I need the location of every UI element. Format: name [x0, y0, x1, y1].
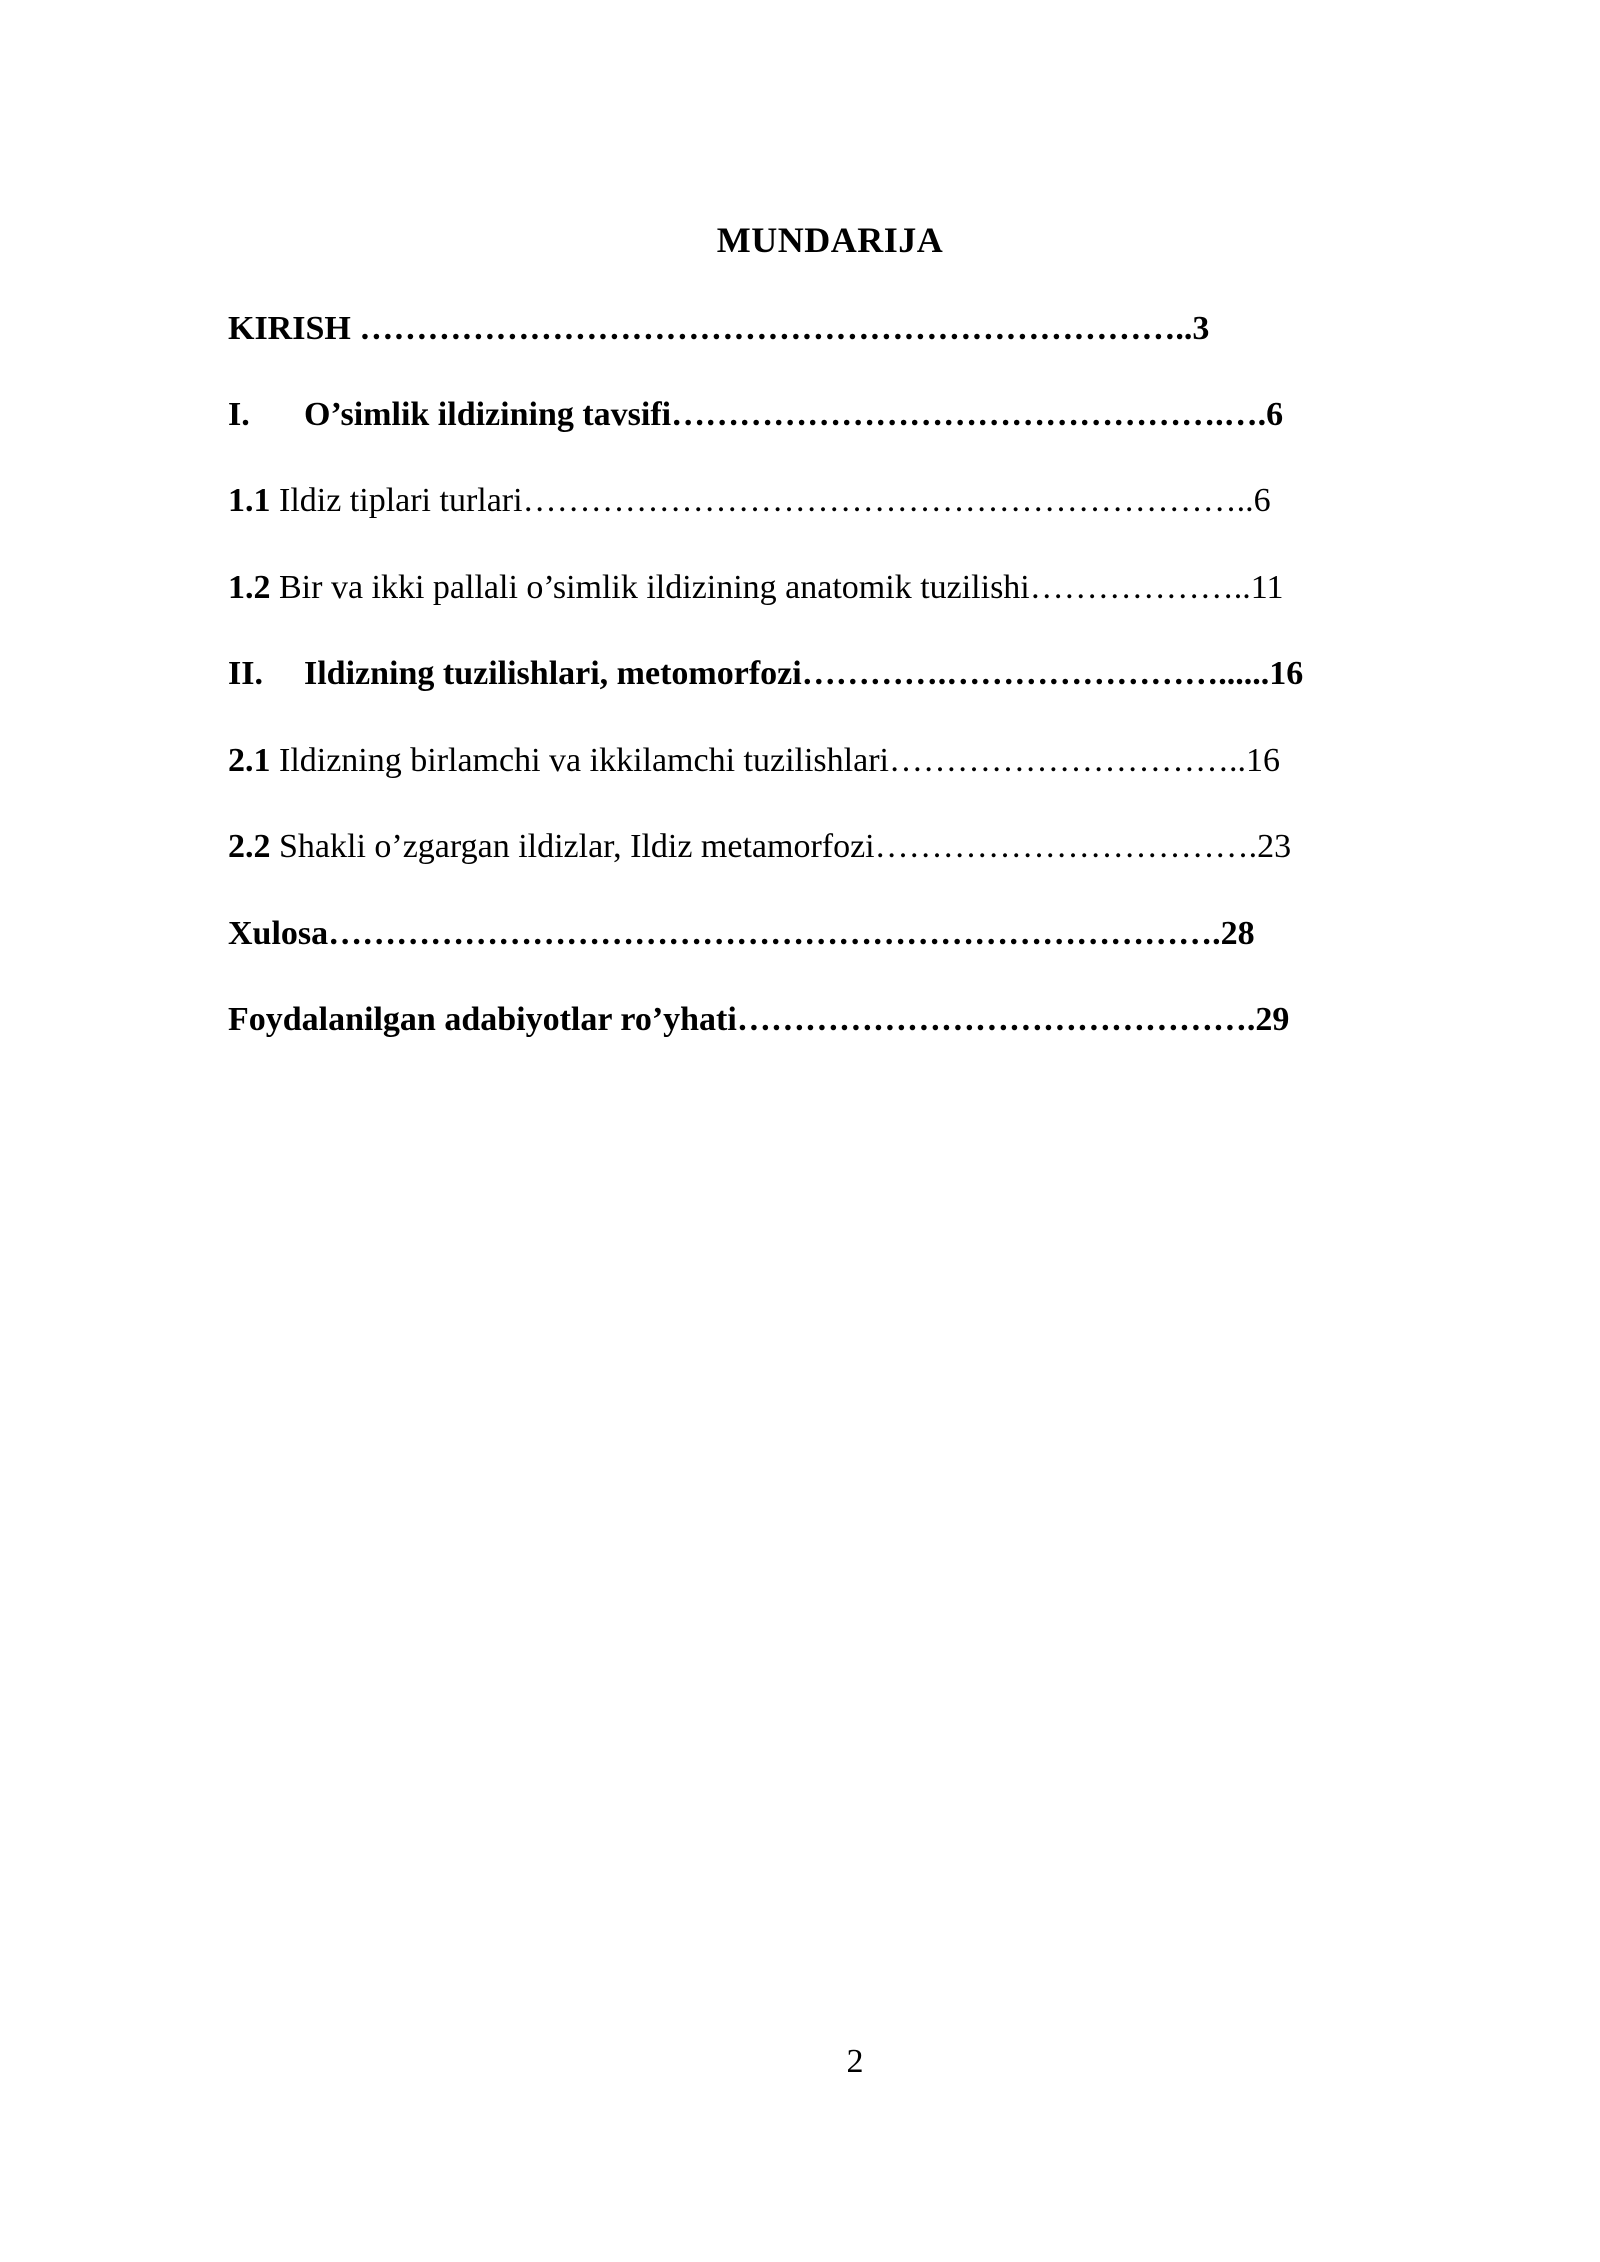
toc-leader-dots: ……………………………………….: [736, 1001, 1256, 1038]
toc-entry-section-1[interactable]: [228, 392, 1283, 438]
toc-leader-dots: …………………………………………………………………….: [328, 915, 1221, 952]
toc-subsection-number: 1.2: [228, 569, 271, 606]
toc-entry-title: Ildizning birlamchi va ikkilamchi tuzilishlari: [270, 742, 889, 779]
toc-subsection-number: 2.2: [228, 828, 271, 865]
toc-leader-dots: ………………………………………………………………..: [359, 310, 1193, 347]
toc-leader-dots: ………………………………………………………..: [522, 482, 1254, 519]
toc-entry-title: Ildizning tuzilishlari, metomorfozi: [304, 655, 802, 692]
toc-page-number: 6: [1253, 482, 1271, 519]
toc-entry-references[interactable]: [228, 997, 1289, 1043]
toc-entry-title: Bir va ikki pallali o’simlik ildizining anatomik tuzilishi: [270, 569, 1030, 606]
toc-page-number: 3: [1192, 310, 1210, 347]
toc-leader-dots: ………………………………………….….: [671, 396, 1267, 433]
toc-section-numeral: I.: [228, 396, 250, 433]
toc-page-number: 11: [1250, 569, 1284, 606]
page-number: 2: [846, 2043, 864, 2080]
toc-page-number: 16: [1269, 655, 1304, 692]
toc-subsection-number: 2.1: [228, 742, 271, 779]
toc-page-number: 23: [1257, 828, 1292, 865]
toc-leader-dots: …………………………….: [874, 828, 1258, 865]
toc-entry-xulosa[interactable]: [228, 911, 1255, 957]
toc-entry-title: Foydalanilgan adabiyotlar ro’yhati: [228, 1001, 737, 1038]
toc-page-number: 16: [1245, 742, 1280, 779]
table-of-contents: [0, 0, 1600, 1100]
toc-page-number: 29: [1255, 1001, 1290, 1038]
toc-leader-dots: …………………………..: [888, 742, 1246, 779]
toc-page-number: 28: [1220, 915, 1255, 952]
toc-entry-title: Xulosa: [228, 915, 329, 952]
toc-subsection-number: 1.1: [228, 482, 271, 519]
toc-entry-section-2[interactable]: [228, 651, 1303, 697]
toc-entry-kirish[interactable]: [228, 306, 1209, 352]
toc-entry-title: Ildiz tiplari turlari: [270, 482, 523, 519]
toc-entry-subsection-1-2[interactable]: [228, 565, 1284, 611]
toc-leader-dots: ………………..: [1029, 569, 1251, 606]
toc-leader-dots: ………….……………………......: [801, 655, 1270, 692]
toc-section-numeral: II.: [228, 655, 263, 692]
toc-entry-title: KIRISH: [228, 310, 360, 347]
toc-entry-title: O’simlik ildizining tavsifi: [304, 396, 672, 433]
page-title: MUNDARIJA: [716, 220, 944, 260]
toc-entry-title: Shakli o’zgargan ildizlar, Ildiz metamorfozi: [270, 828, 875, 865]
toc-entry-subsection-2-2[interactable]: [228, 824, 1291, 870]
toc-entry-subsection-1-1[interactable]: [228, 478, 1271, 524]
toc-entry-subsection-2-1[interactable]: [228, 738, 1280, 784]
toc-page-number: 6: [1266, 396, 1284, 433]
